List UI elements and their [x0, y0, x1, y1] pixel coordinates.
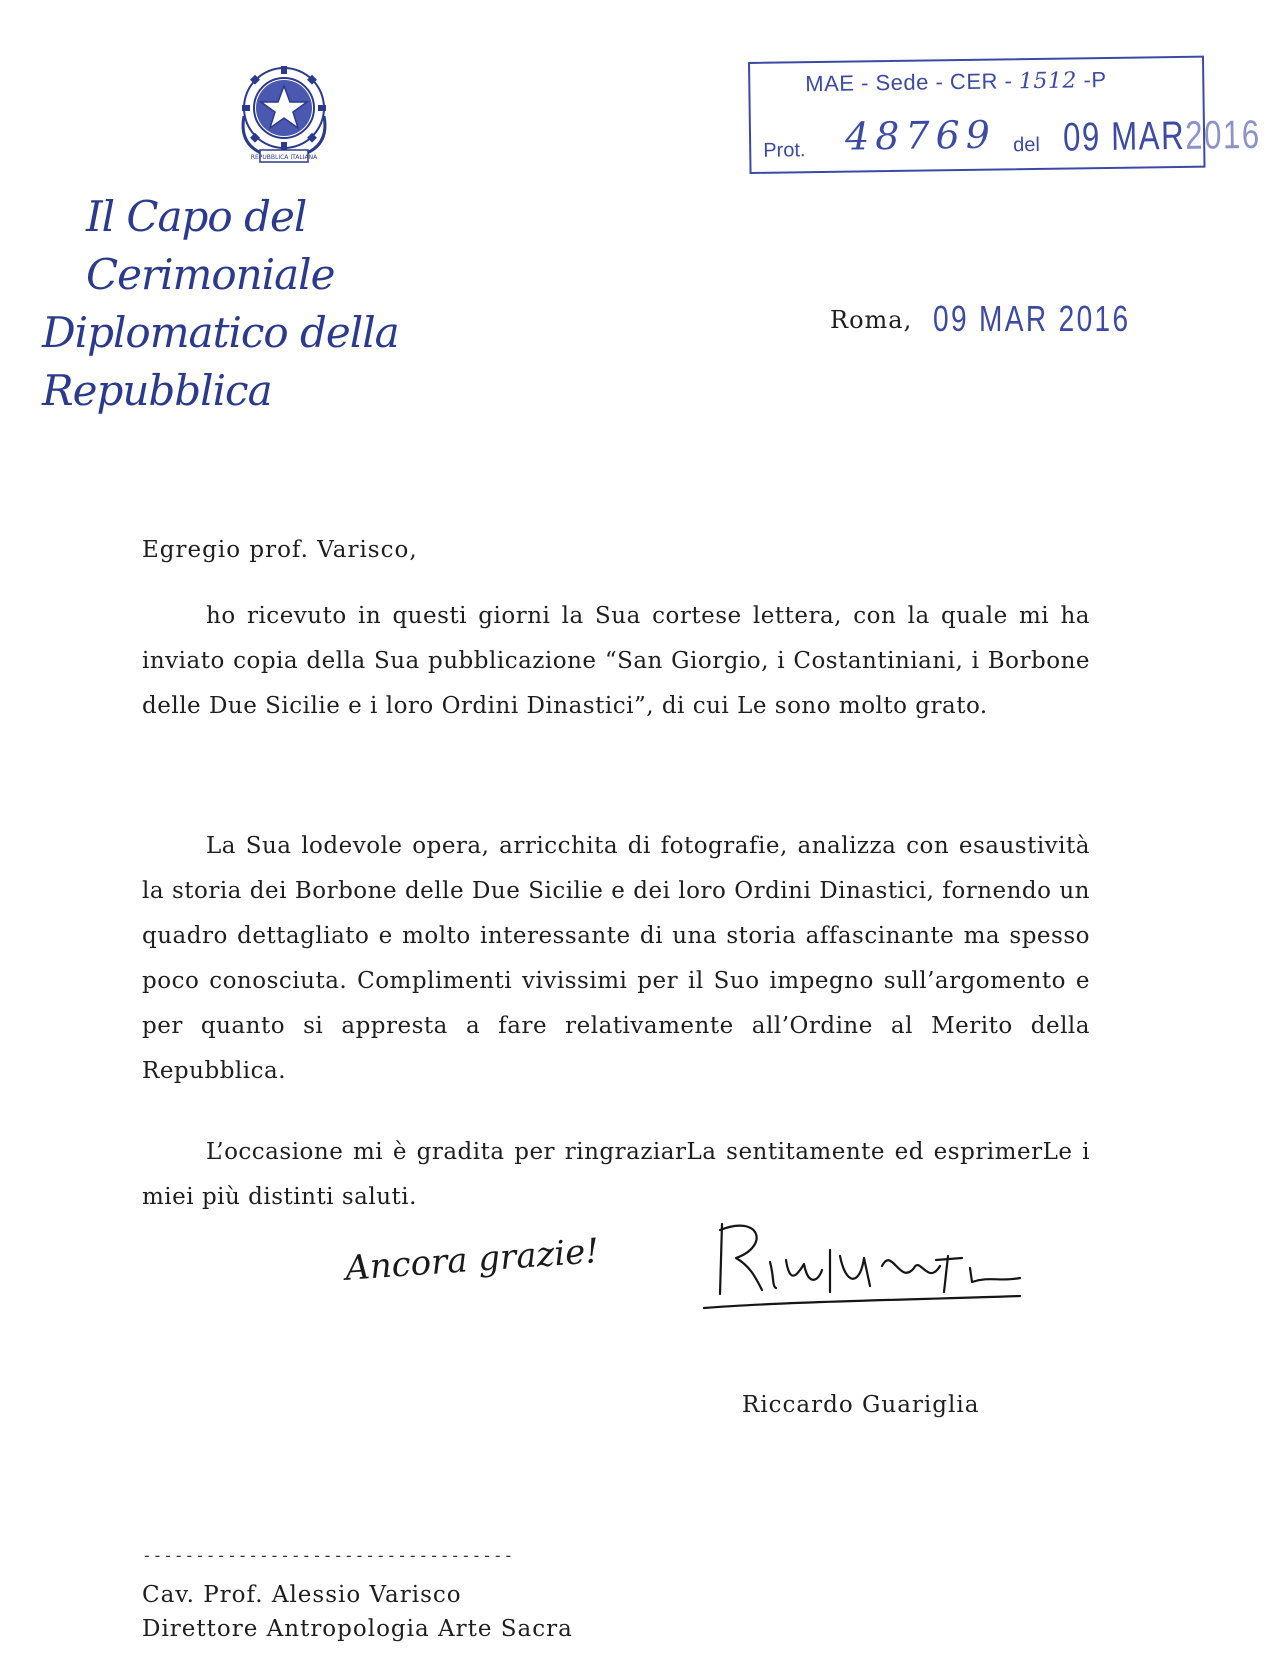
stamp-office-line: MAE - Sede - CER - 1512 -P — [805, 66, 1107, 97]
stamp-prot-number: 48769 — [844, 112, 997, 159]
recipient-name: Cav. Prof. Alessio Varisco — [142, 1582, 462, 1608]
place-date — [830, 298, 1186, 340]
stamp-prot-label: Prot. — [763, 139, 806, 162]
handwritten-note: Ancora grazie! — [343, 1231, 601, 1289]
letterhead-title-line2: Diplomatico della Repubblica — [42, 308, 399, 415]
stamp-date: 09 MAR2016 — [1062, 112, 1262, 160]
paragraph-3 — [142, 1130, 1090, 1220]
date-stamp: 09 MAR 2016 — [932, 298, 1131, 339]
salutation: Egregio prof. Varisco, — [142, 537, 418, 563]
paragraph-1-text: ho ricevuto in questi giorni la Sua cortese lettera, con la quale mi ha inviato copia della Sua pubblicazione “San Giorgio, i Costantiniani, i Borbone delle Due Sicilie e i loro Ordini Dinastici”, di cui Le sono molto grato. — [142, 603, 1090, 719]
divider-line: ----------------------------------- — [142, 1546, 515, 1565]
recipient-title: Direttore Antropologia Arte Sacra — [142, 1616, 573, 1642]
signature — [700, 1216, 1040, 1326]
letterhead-title-line1: Il Capo del Cerimoniale — [86, 192, 335, 299]
signer-name: Riccardo Guariglia — [742, 1392, 980, 1418]
paragraph-3-text: L’occasione mi è gradita per ringraziarLa sentitamente ed esprimerLe i miei più distinti saluti. — [142, 1139, 1090, 1210]
emblem-ribbon-text: REPUBBLICA ITALIANA — [250, 154, 318, 161]
stamp-protocol-line — [763, 102, 1280, 162]
place-label: Roma, — [830, 306, 913, 334]
paragraph-1 — [142, 594, 1090, 729]
letterhead-title — [42, 188, 542, 420]
paragraph-2 — [142, 824, 1090, 1094]
recipient-block — [142, 1578, 573, 1646]
stamp-office-number: 1512 — [1018, 68, 1078, 95]
emblem-logo — [230, 58, 338, 170]
signature-icon — [700, 1216, 1040, 1326]
paragraph-2-text: La Sua lodevole opera, arricchita di fotografie, analizza con esaustività la storia dei Borbone delle Due Sicilie e dei loro Ordini Dinastici, fornendo un quadro dettagliato e molto interessante di una storia affascinante ma spesso poco conosciuta. Complimenti vivissimi per il Suo impegno sull’argomento e per quanto si appresta a fare relativamente all’Ordine al Merito della Repubblica. — [142, 833, 1090, 1084]
stamp-year: 2016 — [1184, 112, 1262, 158]
republic-emblem-icon — [230, 58, 338, 170]
stamp-del-label: del — [1013, 133, 1041, 157]
protocol-stamp — [748, 56, 1262, 174]
